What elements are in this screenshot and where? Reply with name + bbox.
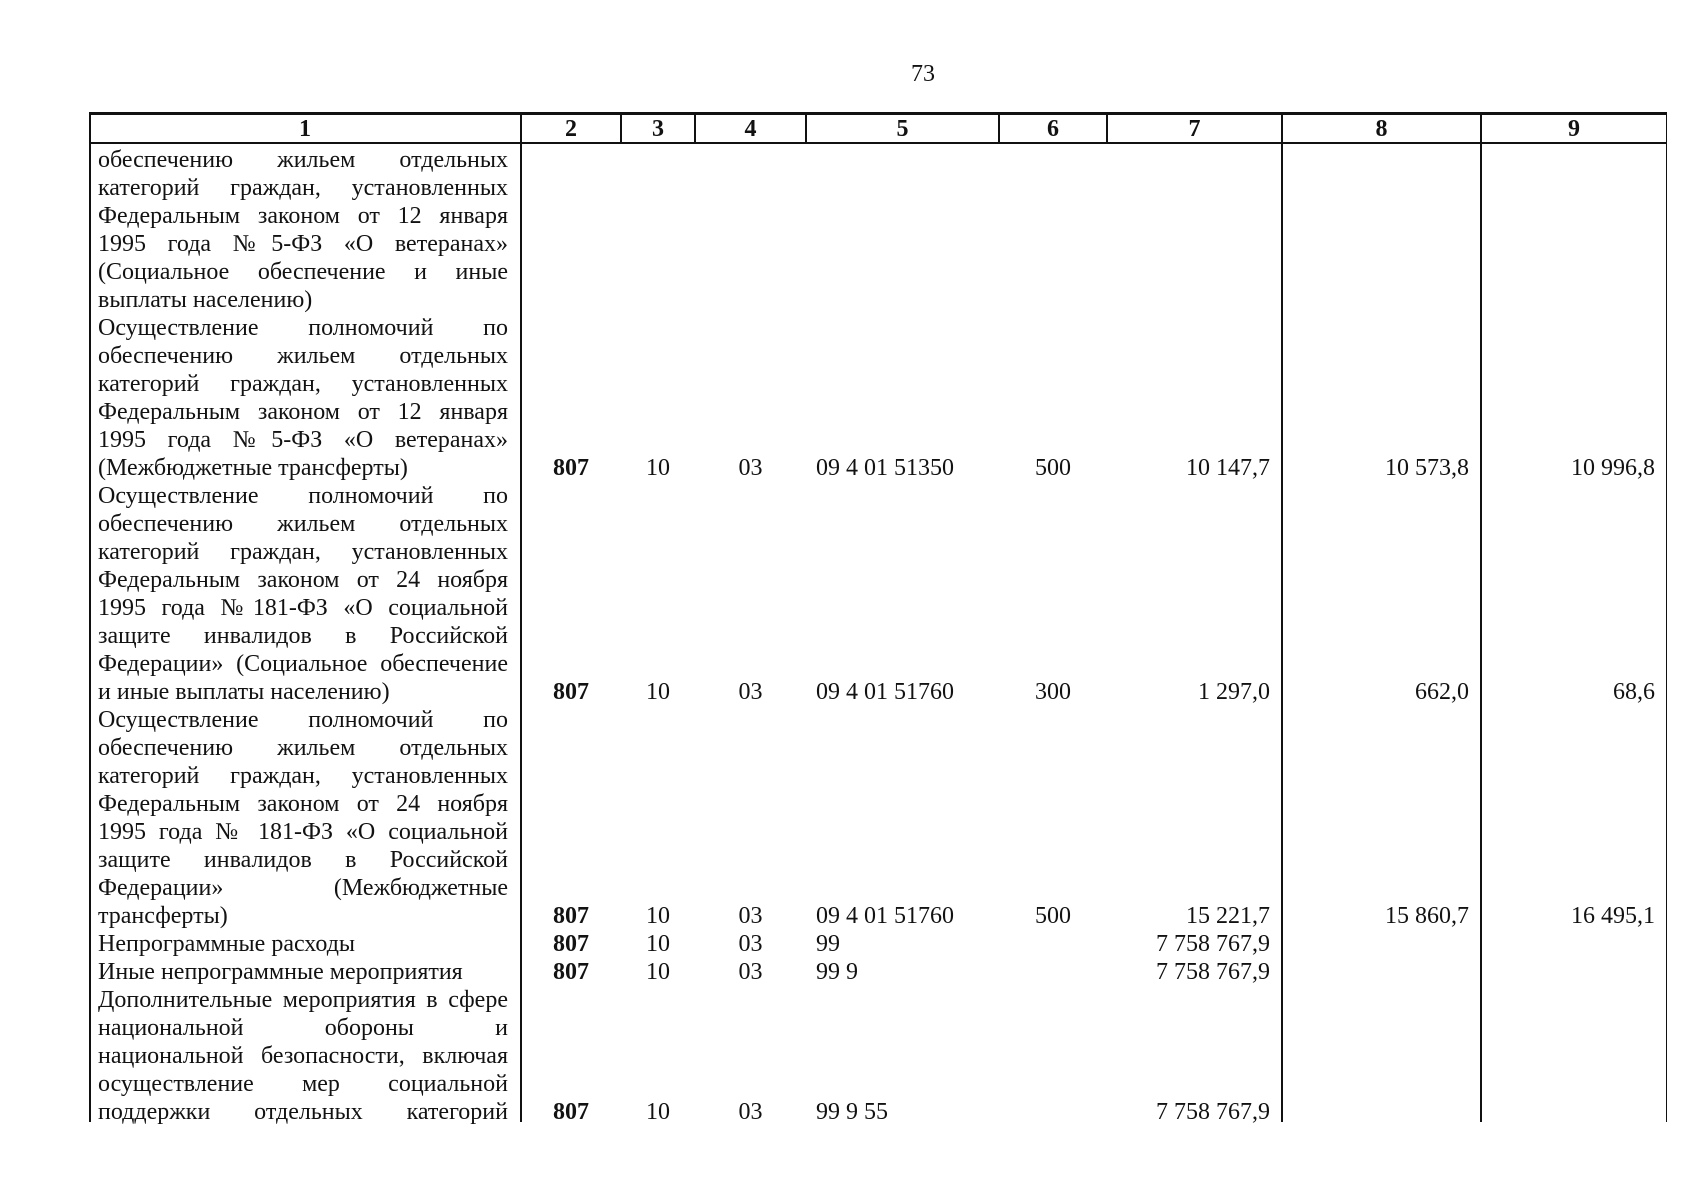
header-col-2: 2 (565, 116, 577, 142)
description-line: и иные выплаты населению) (98, 679, 390, 705)
cell-value-col-3: 10 (646, 903, 670, 929)
cell-value-col-7: 1 297,0 (1198, 679, 1270, 705)
cell-value-col-2: 807 (553, 679, 589, 705)
cell-col-9 (1481, 146, 1667, 314)
cell-col-9 (1481, 930, 1667, 958)
page-number: 73 (911, 61, 935, 87)
row-description (89, 314, 521, 482)
table-row (89, 958, 1667, 986)
cell-value-col-7: 15 221,7 (1186, 903, 1270, 929)
header-col-7: 7 (1188, 116, 1201, 142)
cell-col-8 (1282, 314, 1481, 482)
cell-value-col-2: 807 (553, 903, 589, 929)
cell-value-col-4: 03 (738, 903, 763, 929)
cell-col-6 (999, 706, 1107, 930)
cell-value-col-3: 10 (646, 679, 670, 705)
cell-col-8 (1282, 706, 1481, 930)
cell-col-5 (806, 314, 999, 482)
cell-col-3 (621, 706, 695, 930)
description-line: Федерации» (Социальное обеспечение (98, 651, 508, 677)
row-description (89, 930, 521, 958)
cell-value-col-3: 10 (646, 931, 670, 957)
cell-col-4 (695, 986, 806, 1126)
cell-value-col-3: 10 (646, 455, 670, 481)
description-line: Федеральным законом от 24 ноября (98, 567, 508, 593)
cell-value-col-6: 500 (1035, 455, 1071, 481)
description-line: трансферты) (98, 903, 228, 929)
cell-col-5 (806, 146, 999, 314)
row-description (89, 482, 521, 706)
cell-col-5 (806, 482, 999, 706)
table-row (89, 146, 1667, 314)
cell-value-col-2: 807 (553, 455, 589, 481)
cell-value-col-6: 500 (1035, 903, 1071, 929)
cell-value-col-8: 10 573,8 (1385, 455, 1469, 481)
cell-value-col-5: 09 4 01 51760 (816, 679, 954, 705)
cell-col-7 (1107, 930, 1282, 958)
cell-col-5 (806, 930, 999, 958)
cell-col-6 (999, 146, 1107, 314)
cell-col-3 (621, 958, 695, 986)
description-line: 1995 года № 181-ФЗ «О социальной (98, 819, 508, 845)
row-description (89, 146, 521, 314)
description-line: 1995 года №5-ФЗ «О ветеранах» (98, 427, 508, 453)
cell-value-col-4: 03 (738, 931, 763, 957)
description-line: Непрограммные расходы (98, 931, 356, 957)
header-col-8: 8 (1375, 116, 1388, 142)
description-line: защите инвалидов в Российской (98, 623, 508, 649)
row-description (89, 958, 521, 986)
description-line: 1995 года №181-ФЗ «О социальной (98, 595, 508, 621)
description-line: Федеральным законом от 24 ноября (98, 791, 508, 817)
cell-col-2 (521, 482, 621, 706)
cell-value-col-6: 300 (1035, 679, 1071, 705)
cell-col-2 (521, 314, 621, 482)
cell-col-9 (1481, 706, 1667, 930)
cell-col-9 (1481, 482, 1667, 706)
table-row (89, 986, 1667, 1126)
cell-value-col-3: 10 (646, 1099, 670, 1125)
cell-col-9 (1481, 958, 1667, 986)
cell-col-4 (695, 930, 806, 958)
cell-col-8 (1282, 482, 1481, 706)
description-line: Иные непрограммные мероприятия (98, 959, 463, 985)
cell-value-col-4: 03 (738, 959, 763, 985)
cell-col-4 (695, 958, 806, 986)
cell-col-3 (621, 146, 695, 314)
cell-value-col-7: 7 758 767,9 (1156, 931, 1270, 957)
header-col-3: 3 (652, 116, 664, 142)
cell-col-9 (1481, 986, 1667, 1126)
header-col-5: 5 (896, 116, 909, 142)
cell-value-col-5: 09 4 01 51350 (816, 455, 954, 481)
header-col-1: 1 (299, 116, 311, 142)
cell-col-6 (999, 930, 1107, 958)
cell-col-8 (1282, 146, 1481, 314)
description-line: национальной обороны и (98, 1015, 508, 1041)
header-col-4: 4 (744, 116, 757, 142)
cell-col-8 (1282, 986, 1481, 1126)
description-line: категорий граждан, установленных (98, 763, 508, 789)
description-line: Федеральным законом от 12 января (98, 399, 508, 425)
description-line: защите инвалидов в Российской (98, 847, 508, 873)
cell-value-col-7: 7 758 767,9 (1156, 1099, 1270, 1125)
cell-value-col-7: 10 147,7 (1186, 455, 1270, 481)
cell-col-9 (1481, 314, 1667, 482)
cell-value-col-7: 7 758 767,9 (1156, 959, 1270, 985)
description-line: обеспечению жильем отдельных (98, 735, 508, 761)
table-body (89, 146, 1667, 1126)
cell-value-col-9: 68,6 (1613, 679, 1655, 705)
cell-col-6 (999, 314, 1107, 482)
cell-value-col-5: 99 (816, 931, 840, 957)
header-col-9: 9 (1568, 116, 1580, 142)
cell-value-col-4: 03 (738, 679, 763, 705)
description-line: (Межбюджетные трансферты) (98, 455, 408, 481)
cell-col-4 (695, 706, 806, 930)
cell-value-col-8: 662,0 (1415, 679, 1469, 705)
cell-value-col-9: 16 495,1 (1571, 903, 1655, 929)
cell-col-5 (806, 958, 999, 986)
description-line: обеспечению жильем отдельных (98, 147, 508, 173)
cell-col-8 (1282, 958, 1481, 986)
cell-value-col-5: 09 4 01 51760 (816, 903, 954, 929)
description-line: поддержки отдельных категорий (98, 1099, 508, 1125)
cell-col-7 (1107, 706, 1282, 930)
description-line: Осуществление полномочий по (98, 483, 508, 509)
cell-value-col-4: 03 (738, 455, 763, 481)
description-line: Федерации» (Межбюджетные (98, 875, 508, 901)
description-line: Осуществление полномочий по (98, 707, 508, 733)
cell-col-2 (521, 986, 621, 1126)
cell-col-4 (695, 314, 806, 482)
cell-col-6 (999, 986, 1107, 1126)
cell-col-2 (521, 930, 621, 958)
description-line: 1995 года №5-ФЗ «О ветеранах» (98, 231, 508, 257)
cell-value-col-4: 03 (738, 1099, 763, 1125)
cell-col-7 (1107, 986, 1282, 1126)
description-line: обеспечению жильем отдельных (98, 343, 508, 369)
row-description (89, 986, 521, 1126)
cell-col-2 (521, 706, 621, 930)
cell-col-7 (1107, 958, 1282, 986)
cell-col-3 (621, 986, 695, 1126)
cell-col-7 (1107, 146, 1282, 314)
table-row (89, 314, 1667, 482)
cell-value-col-5: 99 9 (816, 959, 858, 985)
description-line: Федеральным законом от 12 января (98, 203, 508, 229)
cell-col-6 (999, 482, 1107, 706)
description-line: (Социальное обеспечение и иные (98, 259, 508, 285)
description-line: обеспечению жильем отдельных (98, 511, 508, 537)
description-line: категорий граждан, установленных (98, 175, 508, 201)
cell-col-5 (806, 986, 999, 1126)
description-line: осуществление мер социальной (98, 1071, 508, 1097)
description-line: национальной безопасности, включая (98, 1043, 508, 1069)
table-row (89, 930, 1667, 958)
cell-col-4 (695, 482, 806, 706)
description-line: категорий граждан, установленных (98, 371, 508, 397)
description-line: выплаты населению) (98, 287, 313, 313)
cell-value-col-5: 99 9 55 (816, 1099, 888, 1125)
table-header-row (89, 112, 1667, 143)
cell-col-3 (621, 482, 695, 706)
cell-value-col-3: 10 (646, 959, 670, 985)
row-description (89, 706, 521, 930)
description-line: Осуществление полномочий по (98, 315, 508, 341)
header-col-6: 6 (1047, 116, 1059, 142)
cell-value-col-2: 807 (553, 1099, 589, 1125)
cell-value-col-2: 807 (553, 959, 589, 985)
cell-value-col-9: 10 996,8 (1571, 455, 1655, 481)
table-row (89, 482, 1667, 706)
cell-value-col-2: 807 (553, 931, 589, 957)
cell-col-2 (521, 146, 621, 314)
description-line: Дополнительные мероприятия в сфере (98, 987, 508, 1013)
cell-col-8 (1282, 930, 1481, 958)
cell-col-2 (521, 958, 621, 986)
description-line: категорий граждан, установленных (98, 539, 508, 565)
cell-value-col-8: 15 860,7 (1385, 903, 1469, 929)
cell-col-4 (695, 146, 806, 314)
cell-col-6 (999, 958, 1107, 986)
cell-col-7 (1107, 482, 1282, 706)
table-row (89, 706, 1667, 930)
cell-col-3 (621, 314, 695, 482)
cell-col-5 (806, 706, 999, 930)
cell-col-7 (1107, 314, 1282, 482)
cell-col-3 (621, 930, 695, 958)
